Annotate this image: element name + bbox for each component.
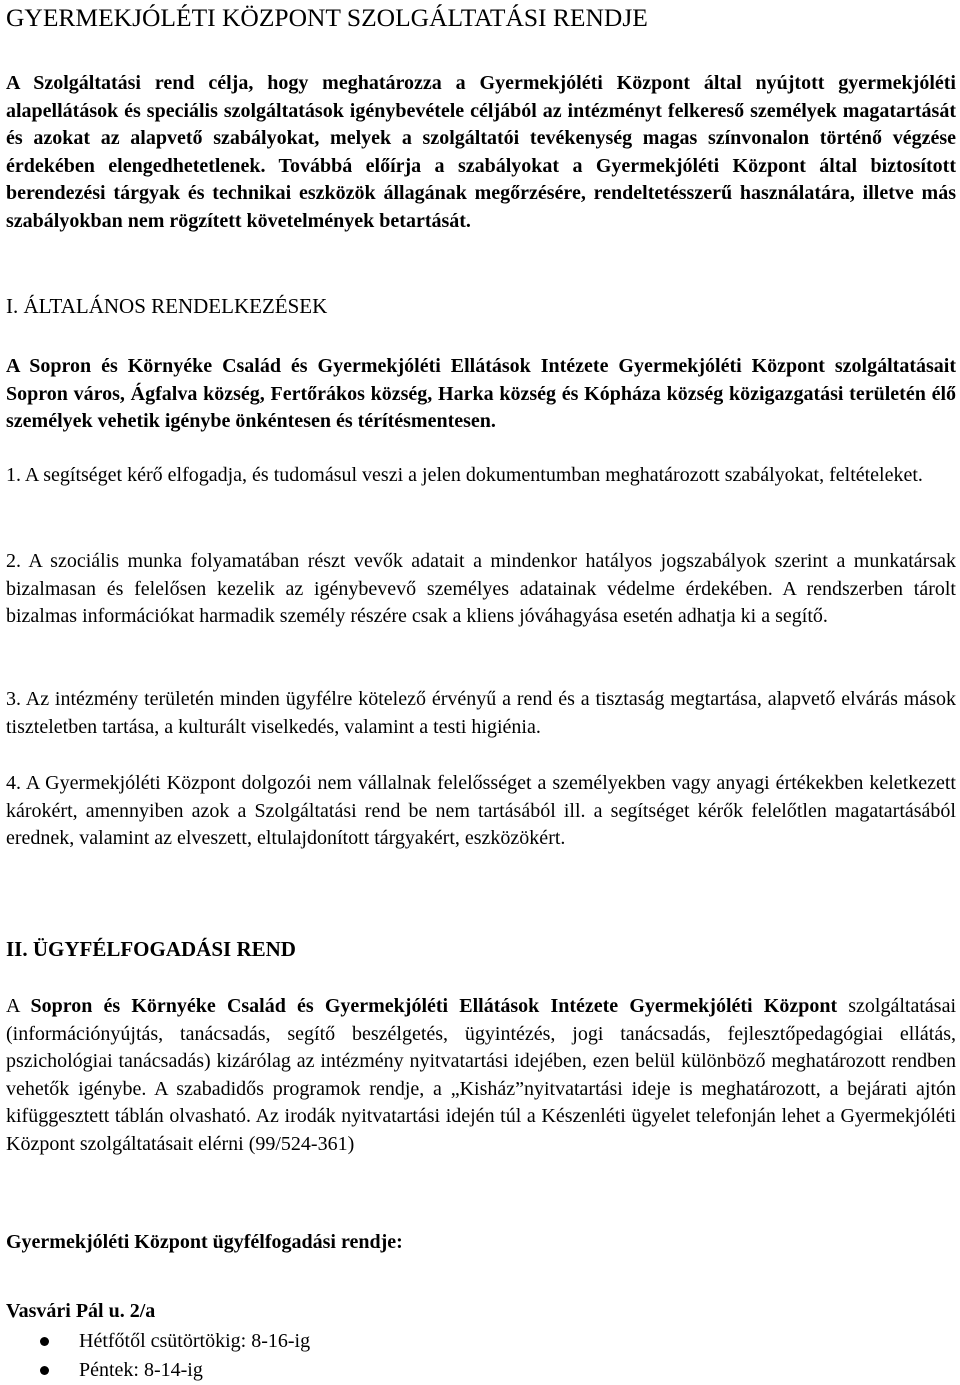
section-1-item-4: 4. A Gyermekjóléti Központ dolgozói nem vállalnak felelősséget a személyekben vagy anyagi értékekben keletkezett károkért, amennyiben azok a Szolgáltatási rend be nem tartásából ill. a segítséget kérők felelőtlen magatartásából erednek, valamint az elveszett, eltulajdonított tárgyakért, eszközökért.	[6, 772, 956, 850]
bullet-icon	[40, 1366, 49, 1375]
bullet-icon	[40, 1337, 49, 1346]
section-1-lead-paragraph: A Sopron és Környéke Család és Gyermekjóléti Ellátások Intézete Gyermekjóléti Központ szolgáltatásait Sopron város, Ágfalva község, Fertőrákos község, Harka község és Kópháza község közigazgatási területén élő személyek vehetik igénybe önkéntesen és térítésmentesen.	[6, 355, 956, 433]
section-2-institution-name: Sopron és Környéke Család és Gyermekjóléti Ellátások Intézete Gyermekjóléti Központ	[30, 995, 838, 1017]
section-2-heading: II. ÜGYFÉLFOGADÁSI REND	[6, 937, 296, 961]
intro-paragraph: A Szolgáltatási rend célja, hogy meghatározza a Gyermekjóléti Központ által nyújtott gyermekjóléti alapellátások és speciális szolgáltatások igénybevétele céljából az intézményt felkereső személyek magatartását és azokat az alapvető szabályokat, melyek a szolgáltatói tevékenység magas színvonalon történő végzése érdekében elengedhetetlenek. Továbbá előírja a szabályokat a Gyermekjóléti Központ által biztosított berendezési tárgyak és technikai eszközök állagának megőrzésére, rendeltetésszerű használatára, illetve más szabályokban nem rögzített követelmények betartását.	[6, 72, 956, 232]
hours-text: Péntek: 8-14-ig	[79, 1359, 203, 1381]
section-1-item-2: 2. A szociális munka folyamatában részt vevők adatait a mindenkor hatályos jogszabályok szerint a munkatársak bizalmasan és felelősen kezelik az igénybevevő személyes adatainak védelme érdekében. A rendszerben tárolt bizalmas információkat harmadik személy részére csak a kliens jóváhagyása esetén adhatja ki a segítő.	[6, 550, 956, 628]
list-item	[6, 1327, 310, 1356]
reception-address: Vasvári Pál u. 2/a	[6, 1300, 156, 1322]
section-1-item-1: 1. A segítséget kérő elfogadja, és tudomásul veszi a jelen dokumentumban meghatározott szabályokat, feltételeket.	[6, 464, 923, 486]
section-1-heading: I. ÁLTALÁNOS RENDELKEZÉSEK	[6, 294, 328, 318]
section-2-paragraph-rest: szolgáltatásai (információnyújtás, tanácsadás, segítő beszélgetés, ügyintézés, jogi tanácsadás, fejlesztőpedagógiai ellátás, pszichológiai tanácsadás) kizárólag az intézmény nyitvatartási idejében, ezen belül különböző meghatározott rendben vehetők igénybe. A szabadidős programok rendje, a „Kisház”nyitvatartási ideje is meghatározott, a bejárati ajtón kifüggesztett táblán olvasható. Az irodák nyitvatartási idején túl a Készenléti ügyelet telefonján lehet a Gyermekjóléti Központ szolgáltatásait elérni (99/524-361)	[6, 995, 956, 1155]
document-title: GYERMEKJÓLÉTI KÖZPONT SZOLGÁLTATÁSI RENDJE	[6, 3, 648, 32]
reception-hours-list	[6, 1327, 310, 1385]
section-2-paragraph	[6, 993, 956, 1159]
list-item	[6, 1356, 310, 1385]
reception-heading: Gyermekjóléti Központ ügyfélfogadási rendje:	[6, 1231, 403, 1253]
section-2-paragraph-start: A	[6, 995, 31, 1017]
section-1-item-3: 3. Az intézmény területén minden ügyfélre kötelező érvényű a rend és a tisztaság megtartása, alapvető elvárás mások tiszteletben tartása, a kulturált viselkedés, valamint a testi higiénia.	[6, 688, 956, 738]
hours-text: Hétfőtől csütörtökig: 8-16-ig	[79, 1330, 311, 1352]
